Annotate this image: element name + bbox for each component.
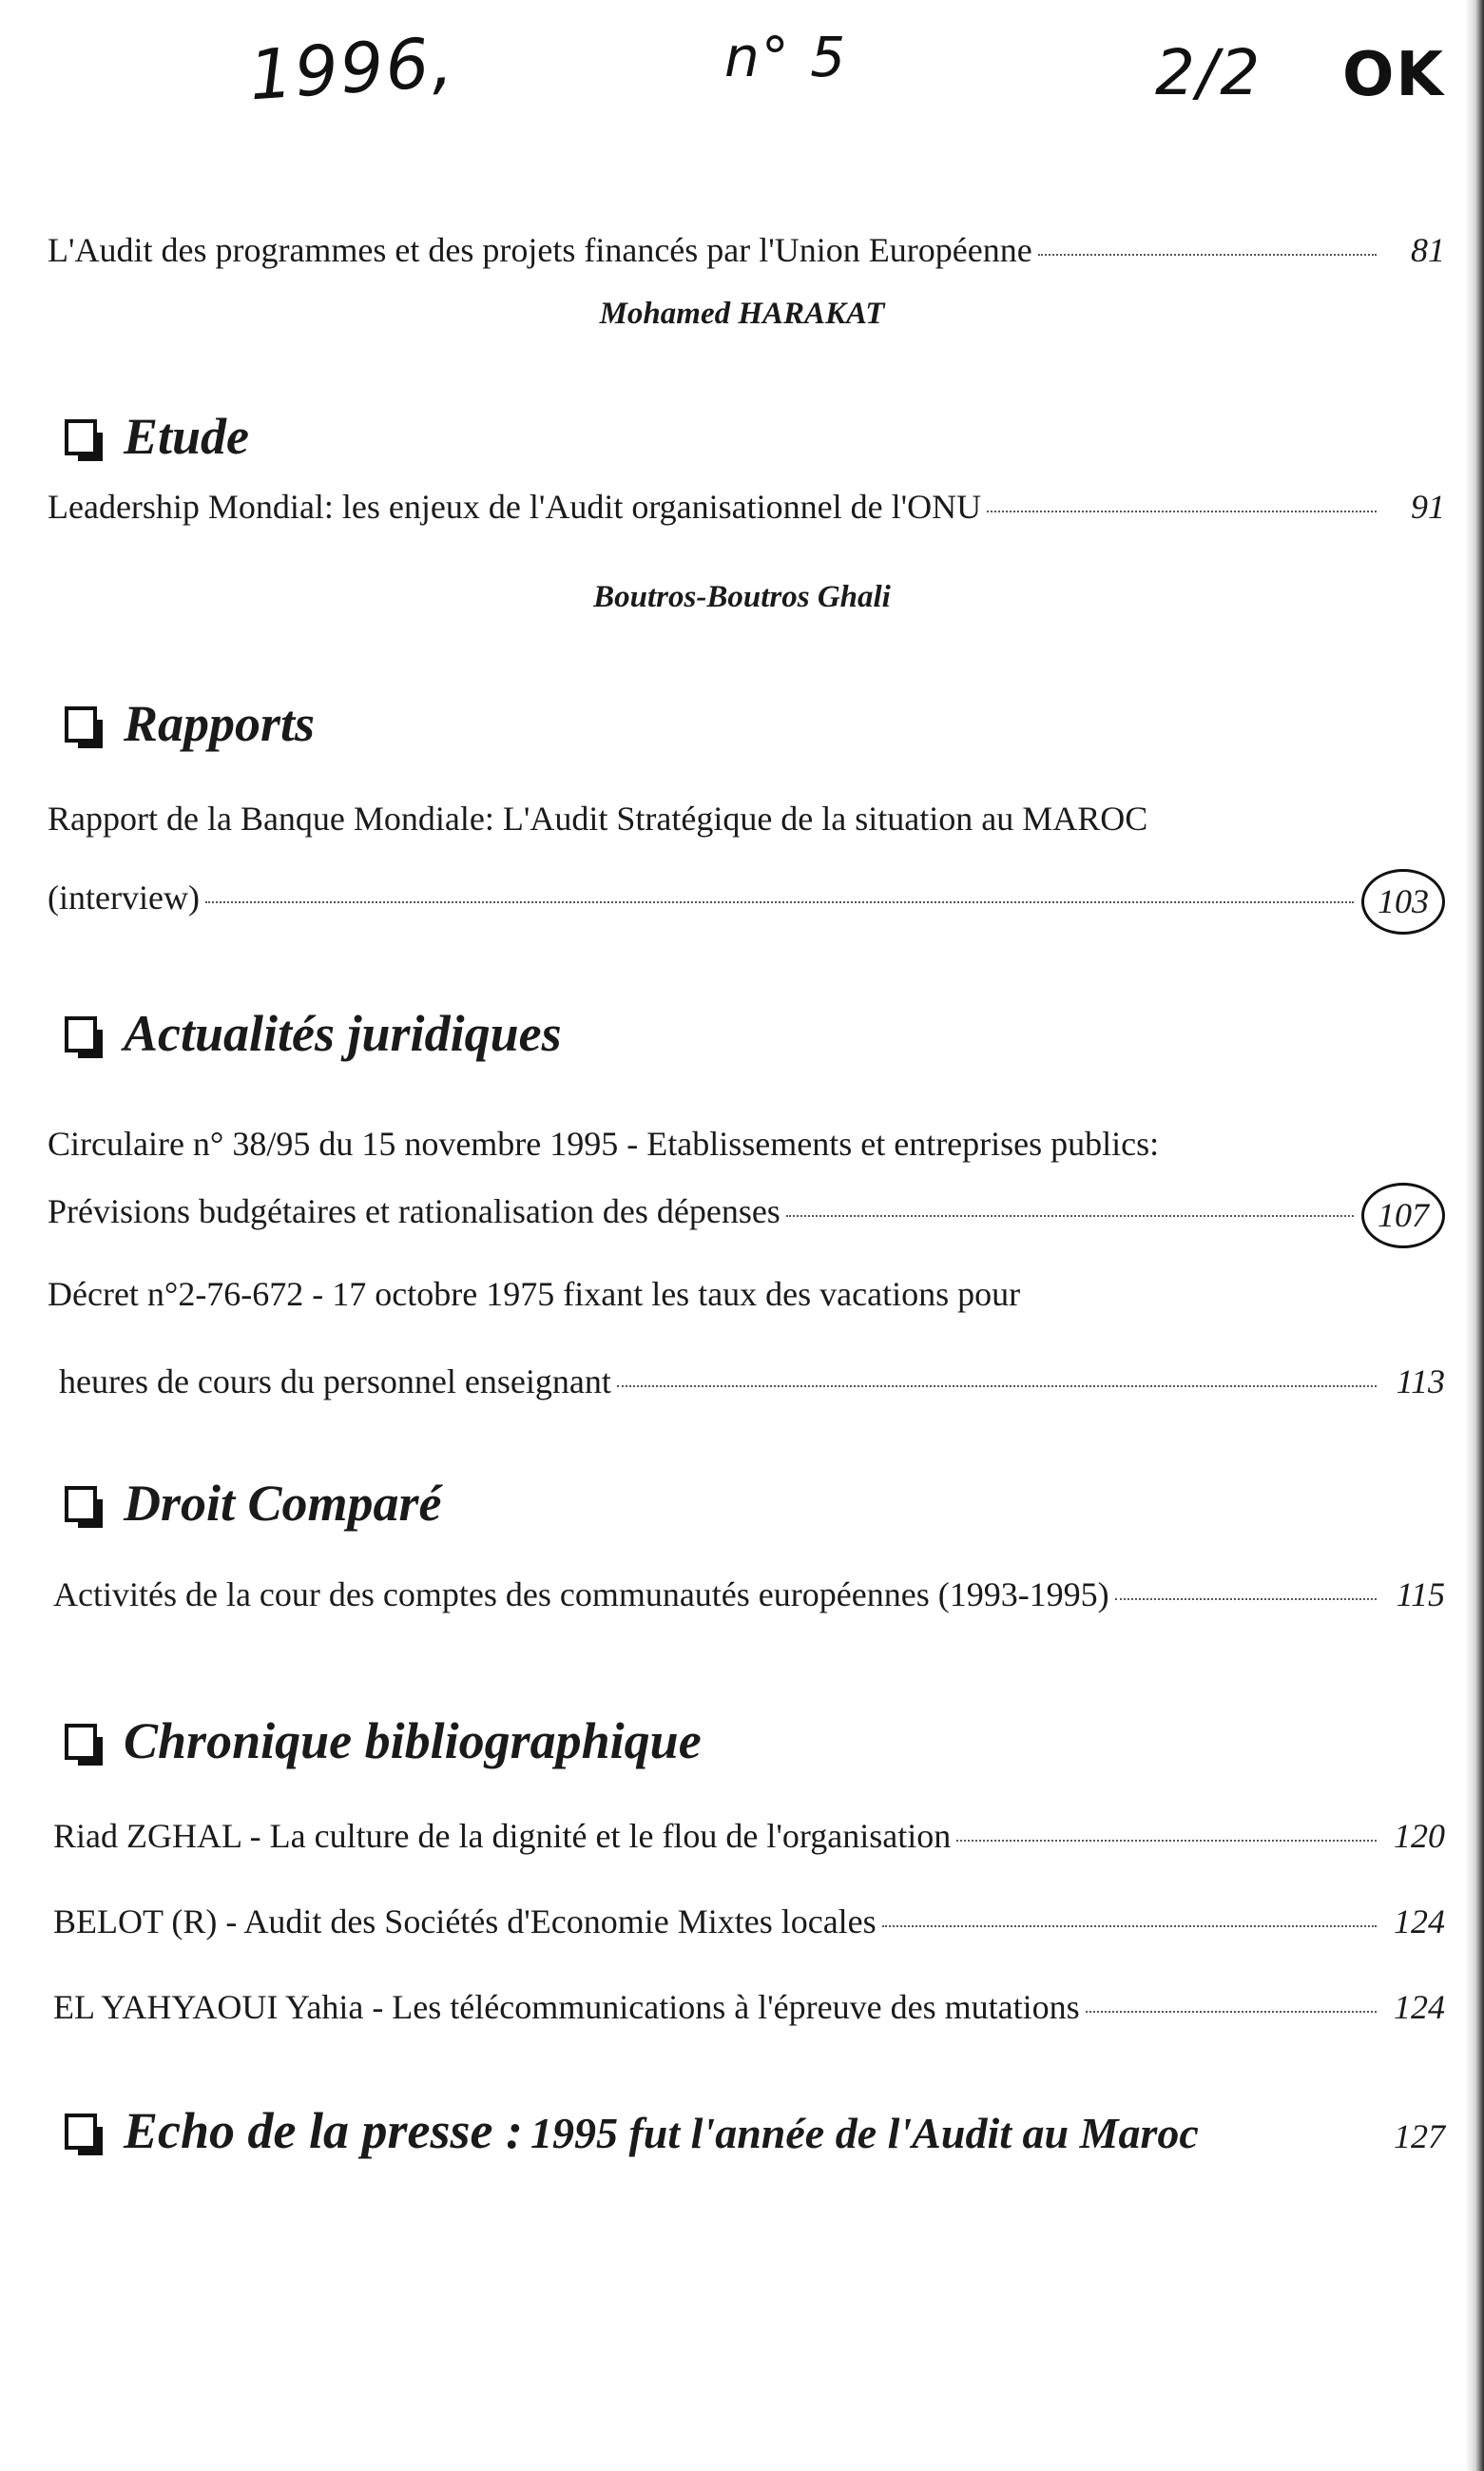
entry-title: Riad ZGHAL - La culture de la dignité et le flou de l'organisation [53, 1817, 952, 1855]
entry-page: 91 [1411, 488, 1445, 526]
entry-page: 81 [1411, 231, 1445, 269]
scan-edge-shadow [1465, 0, 1484, 2471]
toc-entry-rapport-bm [48, 865, 1445, 931]
dot-leader [1038, 254, 1377, 256]
entry-page-circled: 107 [1361, 1183, 1445, 1248]
section-title: Echo de la presse : [124, 2102, 523, 2159]
section-heading-rapports [65, 694, 315, 753]
dot-leader [956, 1840, 1377, 1842]
toc-entry-decret [59, 1361, 1445, 1402]
checkbox-icon [65, 2114, 97, 2150]
checkbox-icon [65, 706, 97, 743]
entry-title: BELOT (R) - Audit des Sociétés d'Economie Mixtes locales [53, 1902, 877, 1940]
dot-leader [1086, 2011, 1377, 2013]
dot-leader [205, 901, 1354, 903]
checkbox-icon [65, 1486, 97, 1522]
entry-title-line2: (interview) [48, 878, 200, 917]
handwritten-issue-number: n° 5 [724, 25, 848, 89]
toc-entry-cour-comptes [53, 1574, 1445, 1615]
entry-title-line1: Décret n°2-76-672 - 17 octobre 1975 fixant les taux des vacations pour [48, 1275, 1021, 1313]
entry-page: 127 [1394, 2117, 1445, 2155]
checkbox-icon [65, 419, 97, 455]
entry-title: EL YAHYAOUI Yahia - Les télécommunications à l'épreuve des mutations [53, 1988, 1080, 2026]
section-title: Rapports [124, 695, 316, 752]
handwritten-part: 2/2 [1155, 36, 1262, 109]
entry-title-line2: heures de cours du personnel enseignant [59, 1362, 611, 1400]
toc-entry-audit-ue [48, 230, 1445, 271]
handwritten-year: 1996, [246, 21, 457, 116]
entry-page-circled: 103 [1361, 869, 1445, 935]
entry-title-line1: Rapport de la Banque Mondiale: L'Audit Stratégique de la situation au MAROC [48, 800, 1148, 838]
entry-title-line2: Prévisions budgétaires et rationalisation des dépenses [48, 1192, 781, 1230]
entry-page: 113 [1396, 1362, 1445, 1400]
toc-entry-belot [53, 1902, 1445, 1942]
entry-page: 115 [1396, 1575, 1445, 1613]
dot-leader [1115, 1598, 1377, 1600]
entry-author: Mohamed HARAKAT [599, 297, 885, 331]
toc-entry-leadership [48, 487, 1445, 528]
entry-page: 124 [1394, 1902, 1445, 1940]
dot-leader [617, 1385, 1377, 1387]
dot-leader [882, 1925, 1377, 1927]
entry-title: Leadership Mondial: les enjeux de l'Audit organisationnel de l'ONU [48, 488, 982, 526]
entry-page: 120 [1394, 1817, 1445, 1855]
section-heading-echo [65, 2101, 1199, 2160]
section-heading-droit-compare [65, 1474, 442, 1533]
entry-title-line1: Circulaire n° 38/95 du 15 novembre 1995 - Etablissements et entreprises publics: [48, 1125, 1160, 1163]
section-heading-etude [65, 407, 249, 466]
entry-title: Activités de la cour des comptes des communautés européennes (1993-1995) [53, 1575, 1109, 1613]
section-heading-chronique [65, 1711, 702, 1770]
toc-entry-el-yahyaoui [53, 1987, 1445, 2028]
handwritten-ok: OK [1342, 40, 1445, 110]
toc-entry-zghal [53, 1816, 1445, 1857]
toc-entry-circulaire [48, 1179, 1445, 1245]
section-title: Droit Comparé [124, 1475, 442, 1532]
entry-author: Boutros-Boutros Ghali [593, 580, 891, 614]
checkbox-icon [65, 1016, 97, 1052]
section-subtitle: 1995 fut l'année de l'Audit au Maroc [530, 2109, 1199, 2157]
section-title: Etude [124, 408, 250, 465]
section-title: Actualités juridiques [124, 1005, 562, 1062]
checkbox-icon [65, 1724, 97, 1760]
dot-leader [987, 511, 1377, 512]
section-title: Chronique bibliographique [124, 1712, 702, 1769]
dot-leader [786, 1215, 1354, 1217]
entry-page: 124 [1394, 1988, 1445, 2026]
entry-title: L'Audit des programmes et des projets financés par l'Union Européenne [48, 231, 1032, 269]
section-heading-actualites [65, 1004, 562, 1063]
